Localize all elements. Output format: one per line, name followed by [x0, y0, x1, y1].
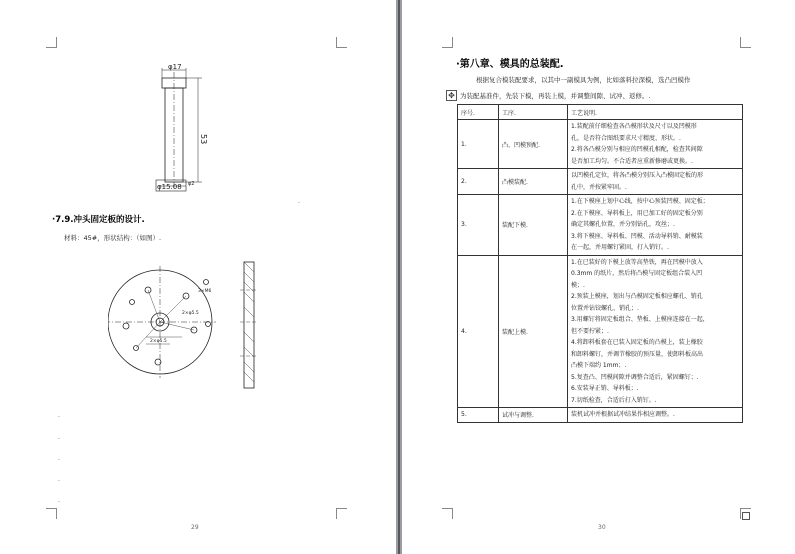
cell-description	[568, 120, 743, 169]
header-cell-no: 序号.	[458, 105, 499, 120]
table-header-row	[458, 105, 743, 120]
desc-line: 4.将卸料板套在已装入固定板的凸模上，装上橡胶	[571, 339, 703, 346]
desc-line: 位置并钻铰螺孔、销孔；.	[571, 304, 639, 312]
table-row	[458, 195, 743, 256]
desc-line: 3.用螺钉将固定板组合、垫板、上模座连接在一起，	[571, 316, 709, 323]
table-row	[458, 408, 743, 423]
cell-process: 装配下模.	[499, 195, 568, 256]
plate-drawing	[108, 252, 268, 392]
table-row	[458, 255, 743, 408]
desc-line: 2.将各凸模分别与相应的凹模孔相配，检查其间隙	[571, 146, 703, 153]
crop-mark-top-left	[442, 37, 453, 48]
desc-line: 7.切纸检查，合适后打入销钉。.	[571, 396, 657, 404]
crop-mark-bottom-left	[442, 508, 453, 519]
crop-mark-top-right	[740, 37, 751, 48]
paragraph-mark: .	[298, 198, 300, 205]
punch-dim-bottom: φ15.08	[157, 183, 182, 191]
desc-line: 1.装配前仔细检查各凸模形状及尺寸以及凹模形	[571, 123, 697, 130]
empty-line-5: .	[58, 497, 60, 504]
empty-line-3: .	[58, 455, 60, 462]
punch-dim-small: φ2	[188, 181, 195, 187]
cell-description	[568, 169, 743, 195]
desc-line: 2.在下模座、导料板上，用已加工好的固定板分别	[571, 209, 703, 217]
desc-line: 1.在下模座上划中心线，按中心预装凹模、固定板；	[571, 198, 709, 205]
material-line: 材料：45#，形状结构：（如图）.	[64, 234, 162, 242]
cell-description	[568, 255, 743, 408]
desc-line: 3.将下模座、导料板、凹模、活动导料销、耐模装	[571, 232, 703, 240]
desc-line: 确定其螺孔位置，并分别钻孔，攻丝；.	[571, 221, 675, 228]
desc-line: 孔中，并按紧牢固。.	[571, 183, 627, 191]
desc-line: 模；.	[571, 281, 585, 289]
desc-line: 但不要拧紧；.	[571, 327, 609, 335]
crop-mark-top-left	[46, 37, 57, 48]
cell-process: 装配上模.	[499, 255, 568, 408]
document-page-29	[0, 0, 396, 554]
desc-line: 以凹模孔定位，将各凸模分别压入凸模固定板的形	[571, 172, 704, 179]
desc-line: 5.复查凸、凹模间隙并调整合适后，紧固螺钉；.	[571, 373, 699, 381]
crop-mark-bottom-left	[46, 508, 57, 519]
punch-dim-top: φ17	[168, 63, 182, 71]
cell-process: 凸模装配.	[499, 169, 568, 195]
page-number: 30	[598, 524, 606, 531]
cell-no: 5.	[458, 408, 499, 423]
desc-line: 孔，是否符合图纸要求尺寸精度、形状。.	[571, 134, 681, 142]
cell-no: 2.	[458, 169, 499, 195]
chapter-heading: ·第八章、模具的总装配.	[456, 59, 564, 70]
table-resize-handle[interactable]	[742, 512, 750, 520]
section-heading: ·7.9.冲头固定板的设计.	[52, 215, 145, 225]
desc-line: 0.3mm 的纸片，然后将凸模与固定板组合装入凹	[571, 270, 703, 277]
cell-no: 3.	[458, 195, 499, 256]
cell-process: 试冲与调整.	[499, 408, 568, 423]
empty-line-2: .	[58, 434, 60, 441]
desc-line: 是否加工均匀。不合适者应重新修磨或更换。.	[571, 157, 693, 165]
cell-no: 4.	[458, 255, 499, 408]
cell-no: 1.	[458, 120, 499, 169]
desc-line: 和卸料螺钉，并调节橡胶的预压量，使卸料板高出	[571, 350, 704, 358]
table-move-handle-icon[interactable]: ✥	[446, 90, 457, 101]
assembly-process-table	[457, 104, 743, 423]
intro-line-1: 根据复合模装配要求，以其中一副模具为例，比如落料拉深模，选凸凹模作	[476, 76, 691, 84]
table-row	[458, 169, 743, 195]
empty-line-1: .	[58, 412, 60, 419]
table-row	[458, 120, 743, 169]
desc-line: 在一起，并用螺钉紧固，打入销钉。.	[571, 244, 669, 251]
desc-line: 6.安装导正销、导料板；.	[571, 385, 639, 392]
document-page-30	[402, 0, 795, 554]
empty-line-4: .	[58, 476, 60, 483]
plate-dim-c: 3×M6	[198, 289, 212, 294]
desc-line: 2.预装上模座，划出与凸模固定板相应螺孔、销孔	[571, 293, 703, 300]
intro-line-2: 为装配基准件，先装下模，再装上模，并调整间隙、试冲、返修。.	[460, 92, 651, 100]
header-cell-description: 工艺说明.	[568, 105, 743, 120]
plate-dim-b: 2×φ5.5	[150, 339, 167, 344]
punch-dim-length: 53	[199, 134, 208, 145]
desc-line: 装机试冲并根据试冲结果作相应调整。.	[571, 411, 675, 418]
desc-line: 1.在已装好的下模上放等高垫铁，再在凹模中放入	[571, 258, 703, 266]
crop-mark-top-right	[336, 37, 347, 48]
cell-description	[568, 195, 743, 256]
header-cell-process: 工序.	[499, 105, 568, 120]
plate-dim-a: 2×φ5.5	[182, 311, 199, 316]
desc-line: 凸模下端约 1mm；.	[571, 362, 627, 369]
page-number: 29	[191, 524, 199, 531]
crop-mark-bottom-right	[336, 508, 347, 519]
cell-description	[568, 408, 743, 423]
punch-drawing	[140, 62, 230, 194]
cell-process: 凸、凹模预配.	[499, 120, 568, 169]
